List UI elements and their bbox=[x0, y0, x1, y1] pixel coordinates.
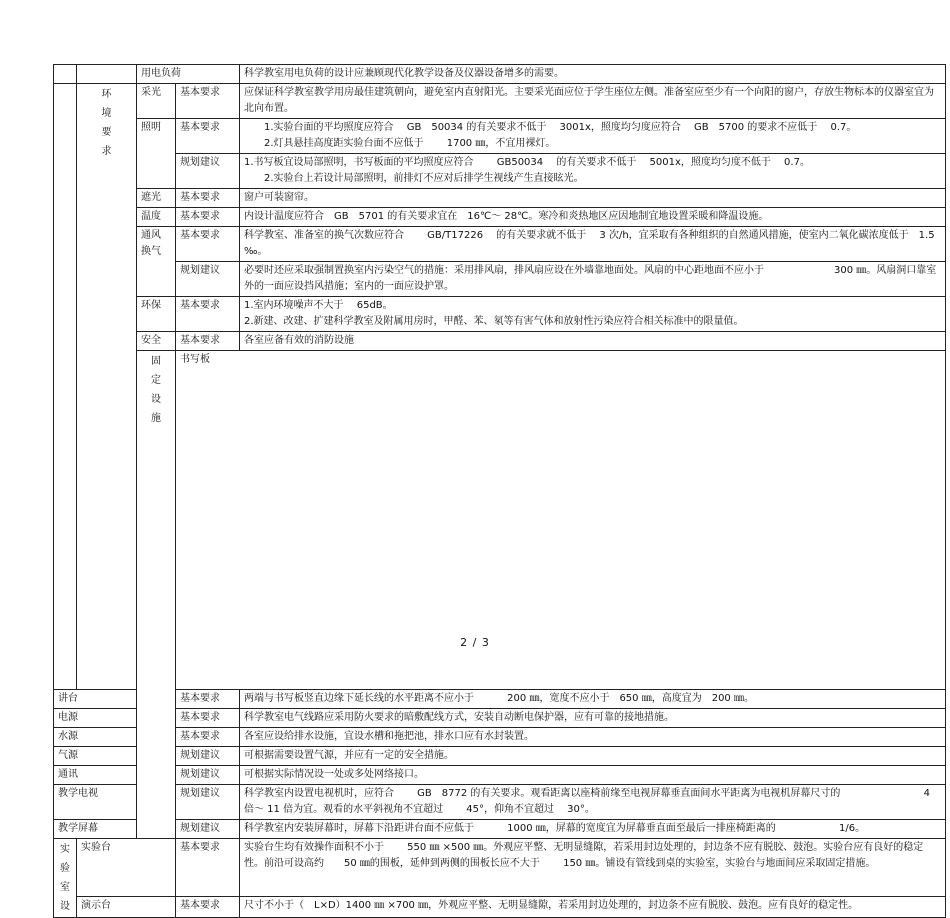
table-row bbox=[54, 785, 946, 820]
table-row bbox=[54, 690, 946, 709]
table-row bbox=[54, 65, 946, 84]
requirement-type: 基本要求 bbox=[176, 896, 240, 917]
requirement-text: 科学教室内安装屏幕时，屏幕下沿距讲台面不应低于 1000 ㎜，屏幕的宽度宜为屏幕垂直面至最后一排座椅距离的 1/6。 bbox=[240, 820, 946, 839]
table-row bbox=[54, 227, 946, 262]
empty-cell bbox=[77, 65, 137, 84]
table-row bbox=[54, 839, 946, 897]
item-label: 通讯 bbox=[54, 766, 137, 785]
item-label: 温度 bbox=[137, 208, 176, 227]
requirement-text: 两端与书写板竖直边缘下延长线的水平距离不应小于 200 ㎜，宽度不应小于 650 ㎜，高度宜为 200 ㎜。 bbox=[240, 690, 946, 709]
requirement-text: 各室应备有效的消防设施 bbox=[240, 332, 946, 351]
requirement-type: 基本要求 bbox=[176, 690, 240, 709]
item-label: 环保 bbox=[137, 297, 176, 332]
requirement-text: 科学教室、准备室的换气次数应符合 GB/T17226 的有关要求就不低于 3 次/h，宜采取有各种组织的自然通风措施，使室内二氧化碳浓度低于 1.5 ‰。 bbox=[240, 227, 946, 262]
requirement-type: 规划建议 bbox=[176, 820, 240, 839]
requirement-text: 应保证科学教室教学用房最佳建筑朝向，避免室内直射阳光。主要采光面应位于学生座位左侧。准备室应至少有一个向阳的窗户，存放生物标本的仪器室宜为北向布置。 bbox=[240, 84, 946, 119]
item-label: 安全 bbox=[137, 332, 176, 351]
table-row bbox=[54, 332, 946, 351]
requirement-type: 规划建议 bbox=[176, 262, 240, 297]
table-row bbox=[54, 119, 946, 154]
group-label-lab: 实验室设 bbox=[54, 839, 77, 918]
group-cell-empty bbox=[54, 84, 77, 690]
spec-table bbox=[53, 64, 946, 918]
item-label: 讲台 bbox=[54, 690, 137, 709]
item-label: 演示台 bbox=[77, 896, 176, 917]
requirement-type: 基本要求 bbox=[176, 297, 240, 332]
requirement-text: 可根据需要设置气源，并应有一定的安全措施。 bbox=[240, 747, 946, 766]
item-label: 书写板 bbox=[176, 351, 946, 690]
requirement-text: 尺寸不小于（ L×D）1400 ㎜ ×700 ㎜，外观应平整、无明显缝隙，若采用封边处理的，封边条不应有脱胶、鼓泡。应有良好的稳定性。 bbox=[240, 896, 946, 917]
item-label: 实验台 bbox=[77, 839, 176, 897]
table-row bbox=[54, 766, 946, 785]
requirement-type: 基本要求 bbox=[176, 709, 240, 728]
requirement-text: 可根据实际情况设一处或多处网络接口。 bbox=[240, 766, 946, 785]
requirement-text: 实验台生均有效操作面积不小于 550 ㎜ ×500 ㎜。外观应平整、无明显缝隙，若采用封边处理的，封边条不应有脱胶、鼓泡。实验台应有良好的稳定性。前沿可设高约 50 ㎜的围板，延伸到两侧的围板长应不大于 150 ㎜。铺设有管线到桌的实验室，实验台与地面间应采取固定措施。 bbox=[240, 839, 946, 897]
item-label: 教学屏幕 bbox=[54, 820, 137, 839]
requirement-text: 内设计温度应符合 GB 5701 的有关要求宜在 16℃～ 28℃。寒冷和炎热地区应因地制宜地设置采暖和降温设施。 bbox=[240, 208, 946, 227]
requirement-type: 规划建议 bbox=[176, 785, 240, 820]
item-label: 通风 换气 bbox=[137, 227, 176, 297]
requirement-type: 基本要求 bbox=[176, 119, 240, 154]
table-row bbox=[54, 820, 946, 839]
table-row bbox=[54, 728, 946, 747]
item-label: 遮光 bbox=[137, 189, 176, 208]
requirement-text: 窗户可装窗帘。 bbox=[240, 189, 946, 208]
item-label: 用电负荷 bbox=[137, 65, 240, 84]
requirement-type: 基本要求 bbox=[176, 189, 240, 208]
requirement-type: 基本要求 bbox=[176, 839, 240, 897]
item-label: 气源 bbox=[54, 747, 137, 766]
requirement-text: 1.室内环境噪声不大于 65dB。 2.新建、改建、扩建科学教室及附属用房时，甲醛、苯、氡等有害气体和放射性污染应符合相关标准中的限量值。 bbox=[240, 297, 946, 332]
item-label: 水源 bbox=[54, 728, 137, 747]
table-row bbox=[54, 189, 946, 208]
table-row bbox=[54, 297, 946, 332]
item-label: 照明 bbox=[137, 119, 176, 189]
requirement-type: 基本要求 bbox=[176, 332, 240, 351]
page-number: 2 / 3 bbox=[460, 636, 490, 649]
requirement-type: 规划建议 bbox=[176, 154, 240, 189]
table-row bbox=[54, 154, 946, 189]
item-label: 电源 bbox=[54, 709, 137, 728]
requirement-text: 1.书写板宜设局部照明，书写板面的平均照度应符合 GB50034 的有关要求不低于 5001x，照度均匀度不低于 0.7。 2.实验台上若设计局部照明，前排灯不应对后排学生视线产生直接眩光。 bbox=[240, 154, 946, 189]
requirement-text: 科学教室用电负荷的设计应兼顾现代化教学设备及仪器设备增多的需要。 bbox=[240, 65, 946, 84]
table-row bbox=[54, 84, 946, 119]
item-label: 采光 bbox=[137, 84, 176, 119]
requirement-text: 必要时还应采取强制置换室内污染空气的措施：采用排风扇，排风扇应设在外墙靠地面处。风扇的中心距地面不应小于 300 ㎜。风扇洞口靠室外的一面应设挡风措施；室内的一面应设护罩。 bbox=[240, 262, 946, 297]
table-row bbox=[54, 709, 946, 728]
requirement-type: 基本要求 bbox=[176, 208, 240, 227]
table-row bbox=[54, 747, 946, 766]
table-row bbox=[54, 896, 946, 917]
group-label-fixed: 固定设施 bbox=[137, 351, 176, 839]
item-label: 教学电视 bbox=[54, 785, 137, 820]
requirement-type: 基本要求 bbox=[176, 728, 240, 747]
requirement-text: 各室应设给排水设施，宜设水槽和拖把池，排水口应有水封装置。 bbox=[240, 728, 946, 747]
table-row bbox=[54, 208, 946, 227]
requirement-type: 基本要求 bbox=[176, 84, 240, 119]
table-row bbox=[54, 262, 946, 297]
requirement-text: 科学教室内设置电视机时，应符合 GB 8772 的有关要求。观看距离以座椅前缘至电视屏幕垂直面间水平距离为电视机屏幕尺寸的 4 倍～ 11 倍为宜。观看的水平斜视角不宜超过 45°，仰角不宜超过 30°。 bbox=[240, 785, 946, 820]
requirement-type: 基本要求 bbox=[176, 227, 240, 262]
requirement-text: 1.实验台面的平均照度应符合 GB 50034 的有关要求不低于 3001x，照度均匀度应符合 GB 5700 的要求不应低于 0.7。 2.灯具悬挂高度距实验台面不应低于 1700 ㎜，不宜用裸灯。 bbox=[240, 119, 946, 154]
group-label-env: 环境要求 bbox=[77, 84, 137, 690]
group-cell-empty bbox=[54, 65, 77, 84]
requirement-text: 科学教室电气线路应采用防火要求的暗敷配线方式，安装自动断电保护器，应有可靠的接地措施。 bbox=[240, 709, 946, 728]
requirement-type: 规划建议 bbox=[176, 747, 240, 766]
requirement-type: 规划建议 bbox=[176, 766, 240, 785]
